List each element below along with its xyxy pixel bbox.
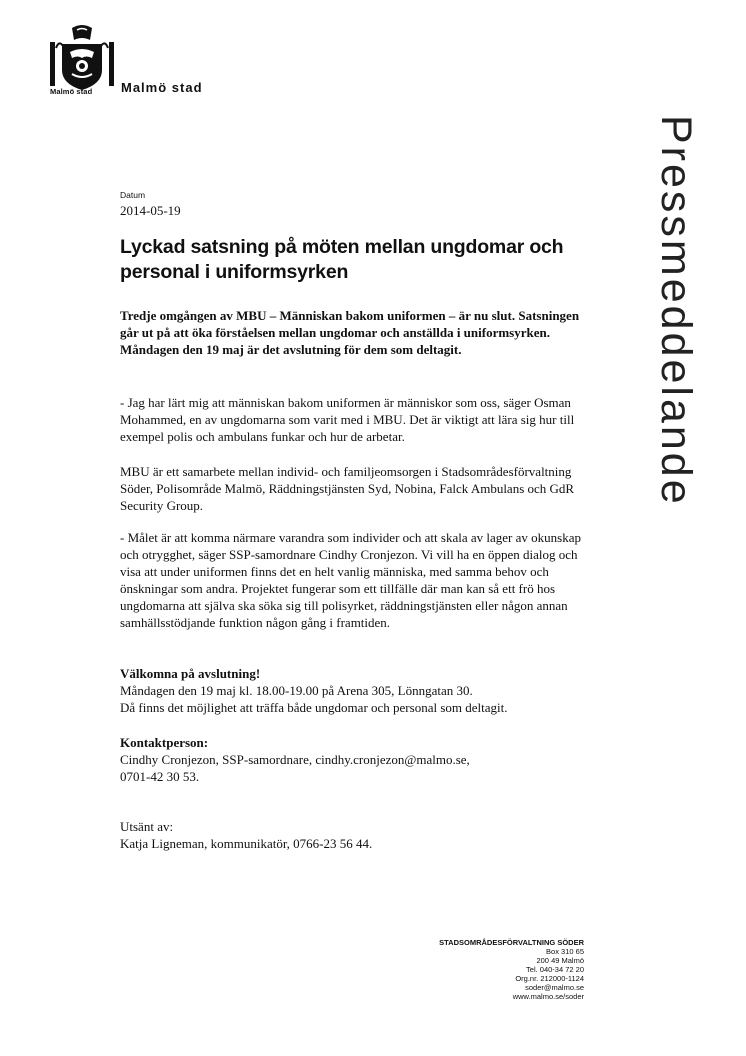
date-label: Datum bbox=[120, 190, 146, 200]
sent-by-section bbox=[120, 818, 590, 852]
body-paragraph: - Jag har lärt mig att människan bakom uniformen är människor som oss, säger Osman Mohammed, en av ungdomarna som varit med i MBU. Det är viktigt att lära sig hur till exempel polis och ambulans funkar och hur de arbetar. bbox=[120, 395, 575, 444]
footer-line: Tel. 040-34 72 20 bbox=[526, 965, 584, 974]
invitation-line: Måndagen den 19 maj kl. 18.00-19.00 på Arena 305, Lönngatan 30. bbox=[120, 683, 473, 698]
lead-paragraph: Tredje omgången av MBU – Människan bakom uniformen – är nu slut. Satsningen går ut på att öka förståelsen mellan ungdomar och anställda i uniformsyrken. Måndagen den 19 maj är det avslutning för dem som deltagit. bbox=[120, 308, 580, 357]
invitation-line: Då finns det möjlighet att träffa både ungdomar och personal som deltagit. bbox=[120, 700, 508, 715]
footer-website: www.malmo.se/soder bbox=[512, 992, 584, 1001]
headline: Lyckad satsning på möten mellan ungdomar och personal i uniformsyrken bbox=[120, 236, 564, 283]
footer-line: Org.nr. 212000-1124 bbox=[515, 974, 584, 983]
footer-line: Box 310 65 bbox=[546, 947, 584, 956]
invitation-section bbox=[120, 665, 590, 716]
logo-caption: Malmö stad bbox=[50, 87, 93, 96]
sent-by-line: Katja Ligneman, kommunikatör, 0766-23 56 44. bbox=[120, 836, 373, 851]
contact-section bbox=[120, 734, 590, 785]
body-paragraph: MBU är ett samarbete mellan individ- och familjeomsorgen i Stadsområdesförvaltning Söder, Polisområde Malmö, Räddningstjänsten Syd, Nobina, Falck Ambulans och GdR Security Group. bbox=[120, 464, 575, 513]
footer-org: STADSOMRÅDESFÖRVALTNING SÖDER bbox=[439, 938, 584, 947]
invitation-title: Välkomna på avslutning! bbox=[120, 666, 261, 681]
body-paragraph: - Målet är att komma närmare varandra som individer och att skala av lager av okunskap och otrygghet, säger SSP-samordnare Cindhy Cronjezon. Vi vill ha en öppen dialog och visa att under uniformen finns det en helt vanlig människa, med samma behov och önskningar som andra. Projektet fungerar som ett tillfälle där man kan så ett frö hos ungdomarna att själva ska söka sig till polisyrket, räddningstjänsten eller någon annan samhällsstödjande funktion någon gång i framtiden. bbox=[120, 530, 581, 630]
sent-by-label: Utsänt av: bbox=[120, 819, 174, 834]
contact-line: Cindhy Cronjezon, SSP-samordnare, cindhy.cronjezon@malmo.se, bbox=[120, 752, 470, 767]
document-type-text: Pressmeddelande bbox=[652, 115, 700, 507]
contact-title: Kontaktperson: bbox=[120, 735, 209, 750]
brand-name: Malmö stad bbox=[121, 80, 203, 95]
document-type-label bbox=[640, 115, 700, 555]
footer-line: 200 49 Malmö bbox=[536, 956, 584, 965]
footer-address bbox=[439, 938, 584, 1001]
date-value: 2014-05-19 bbox=[120, 203, 181, 218]
malmo-coat-of-arms-icon bbox=[50, 22, 114, 96]
contact-line: 0701-42 30 53. bbox=[120, 769, 200, 784]
footer-email: soder@malmo.se bbox=[525, 983, 584, 992]
